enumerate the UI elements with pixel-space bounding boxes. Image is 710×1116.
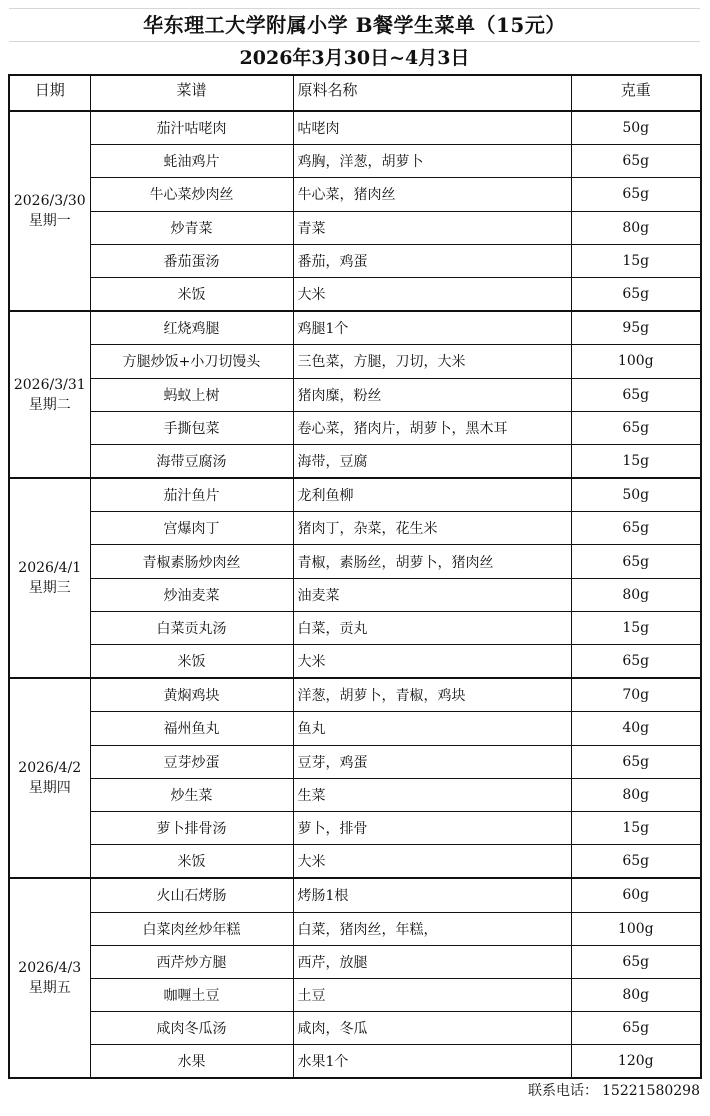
- dish-name: 米饭: [90, 845, 293, 879]
- column-header-dish: 菜谱: [90, 75, 293, 111]
- dish-weight: 65g: [571, 512, 701, 545]
- dish-weight: 15g: [571, 444, 701, 478]
- table-row: [9, 478, 701, 512]
- column-header-date: 日期: [9, 75, 90, 111]
- dish-ingredients: 鸡腿1个: [293, 311, 571, 345]
- dish-ingredients: 海带，豆腐: [293, 444, 571, 478]
- table-row: [9, 178, 701, 211]
- table-row: [9, 244, 701, 277]
- dish-weight: 80g: [571, 778, 701, 811]
- dish-weight: 15g: [571, 244, 701, 277]
- contact-footer: [528, 1080, 700, 1102]
- dish-name: 黄焖鸡块: [90, 678, 293, 712]
- menu-date-range: 2026年3月30日~4月3日: [9, 41, 700, 75]
- dish-weight: 65g: [571, 645, 701, 679]
- dish-name: 青椒素肠炒肉丝: [90, 545, 293, 578]
- day-date: 2026/4/3: [18, 960, 82, 977]
- dish-name: 蚂蚁上树: [90, 378, 293, 411]
- dish-name: 红烧鸡腿: [90, 311, 293, 345]
- day-weekday: 星期一: [28, 213, 71, 230]
- day-cell: [9, 111, 90, 311]
- dish-weight: 120g: [571, 1045, 701, 1079]
- dish-name: 西芹炒方腿: [90, 945, 293, 978]
- dish-ingredients: 大米: [293, 845, 571, 879]
- dish-name: 火山石烤肠: [90, 878, 293, 912]
- day-date: 2026/3/31: [13, 376, 86, 393]
- dish-weight: 80g: [571, 211, 701, 244]
- table-row: [9, 1012, 701, 1045]
- dish-weight: 65g: [571, 945, 701, 978]
- column-header-ingredients: 原料名称: [293, 75, 571, 111]
- day-weekday: 星期二: [28, 396, 71, 413]
- day-weekday: 星期五: [28, 980, 71, 997]
- dish-ingredients: 油麦菜: [293, 578, 571, 611]
- table-row: [9, 945, 701, 978]
- day-weekday: 星期四: [28, 780, 71, 797]
- dish-name: 方腿炒饭+小刀切馒头: [90, 345, 293, 378]
- dish-ingredients: 水果1个: [293, 1045, 571, 1079]
- dish-name: 炒青菜: [90, 211, 293, 244]
- dish-name: 番茄蛋汤: [90, 244, 293, 277]
- dish-weight: 65g: [571, 145, 701, 178]
- table-row: [9, 778, 701, 811]
- table-row: [9, 678, 701, 712]
- dish-weight: 65g: [571, 411, 701, 444]
- menu-title: 华东理工大学附属小学 B餐学生菜单（15元）: [9, 8, 700, 41]
- table-row: [9, 811, 701, 844]
- dish-name: 炒生菜: [90, 778, 293, 811]
- dish-ingredients: 白菜，猪肉丝，年糕，: [293, 912, 571, 945]
- dish-name: 水果: [90, 1045, 293, 1079]
- dish-weight: 65g: [571, 1012, 701, 1045]
- dish-name: 咖喱土豆: [90, 978, 293, 1011]
- table-row: [9, 444, 701, 478]
- dish-ingredients: 三色菜，方腿，刀切，大米: [293, 345, 571, 378]
- contact-label: 联系电话：: [528, 1083, 599, 1099]
- dish-ingredients: 卷心菜，猪肉片，胡萝卜，黑木耳: [293, 411, 571, 444]
- dish-ingredients: 生菜: [293, 778, 571, 811]
- dish-name: 宫爆肉丁: [90, 512, 293, 545]
- dish-ingredients: 猪肉糜，粉丝: [293, 378, 571, 411]
- day-date: 2026/3/30: [13, 193, 86, 210]
- table-row: [9, 145, 701, 178]
- dish-weight: 65g: [571, 378, 701, 411]
- table-row: [9, 845, 701, 879]
- dish-name: 炒油麦菜: [90, 578, 293, 611]
- dish-ingredients: 猪肉丁，杂菜，花生米: [293, 512, 571, 545]
- menu-table-body: [9, 111, 701, 1078]
- dish-name: 萝卜排骨汤: [90, 811, 293, 844]
- dish-name: 米饭: [90, 277, 293, 311]
- day-date: 2026/4/1: [18, 560, 82, 577]
- day-cell: [9, 311, 90, 478]
- menu-table: [8, 74, 702, 1079]
- dish-ingredients: 烤肠1根: [293, 878, 571, 912]
- dish-weight: 65g: [571, 545, 701, 578]
- dish-weight: 50g: [571, 111, 701, 145]
- dish-ingredients: 青菜: [293, 211, 571, 244]
- dish-name: 白菜肉丝炒年糕: [90, 912, 293, 945]
- table-row: [9, 378, 701, 411]
- dish-ingredients: 鸡胸，洋葱，胡萝卜: [293, 145, 571, 178]
- dish-name: 米饭: [90, 645, 293, 679]
- table-row: [9, 1045, 701, 1079]
- dish-name: 咸肉冬瓜汤: [90, 1012, 293, 1045]
- dish-weight: 65g: [571, 178, 701, 211]
- day-cell: [9, 878, 90, 1078]
- dish-name: 蚝油鸡片: [90, 145, 293, 178]
- table-row: [9, 611, 701, 644]
- table-row: [9, 211, 701, 244]
- dish-name: 茄汁鱼片: [90, 478, 293, 512]
- table-header-row: [9, 75, 701, 111]
- table-row: [9, 578, 701, 611]
- table-row: [9, 512, 701, 545]
- dish-weight: 40g: [571, 712, 701, 745]
- contact-phone: 15221580298: [602, 1083, 700, 1099]
- dish-ingredients: 龙利鱼柳: [293, 478, 571, 512]
- day-cell: [9, 678, 90, 878]
- dish-ingredients: 豆芽，鸡蛋: [293, 745, 571, 778]
- table-row: [9, 912, 701, 945]
- day-cell: [9, 478, 90, 678]
- dish-weight: 70g: [571, 678, 701, 712]
- table-row: [9, 745, 701, 778]
- table-row: [9, 712, 701, 745]
- table-row: [9, 978, 701, 1011]
- dish-weight: 65g: [571, 745, 701, 778]
- dish-ingredients: 西芹，放腿: [293, 945, 571, 978]
- dish-name: 豆芽炒蛋: [90, 745, 293, 778]
- table-row: [9, 545, 701, 578]
- dish-weight: 100g: [571, 345, 701, 378]
- dish-ingredients: 土豆: [293, 978, 571, 1011]
- dish-weight: 15g: [571, 611, 701, 644]
- dish-weight: 80g: [571, 978, 701, 1011]
- dish-ingredients: 大米: [293, 277, 571, 311]
- dish-name: 茄汁咕咾肉: [90, 111, 293, 145]
- dish-name: 福州鱼丸: [90, 712, 293, 745]
- dish-ingredients: 白菜，贡丸: [293, 611, 571, 644]
- dish-ingredients: 牛心菜，猪肉丝: [293, 178, 571, 211]
- dish-weight: 50g: [571, 478, 701, 512]
- dish-ingredients: 鱼丸: [293, 712, 571, 745]
- table-row: [9, 645, 701, 679]
- dish-ingredients: 番茄，鸡蛋: [293, 244, 571, 277]
- day-date: 2026/4/2: [18, 760, 82, 777]
- dish-weight: 95g: [571, 311, 701, 345]
- table-row: [9, 277, 701, 311]
- dish-name: 白菜贡丸汤: [90, 611, 293, 644]
- day-weekday: 星期三: [28, 580, 71, 597]
- dish-weight: 80g: [571, 578, 701, 611]
- dish-ingredients: 咕咾肉: [293, 111, 571, 145]
- dish-name: 海带豆腐汤: [90, 444, 293, 478]
- dish-name: 手撕包菜: [90, 411, 293, 444]
- dish-weight: 65g: [571, 845, 701, 879]
- table-row: [9, 311, 701, 345]
- dish-ingredients: 洋葱，胡萝卜，青椒，鸡块: [293, 678, 571, 712]
- dish-ingredients: 萝卜，排骨: [293, 811, 571, 844]
- dish-ingredients: 青椒，素肠丝，胡萝卜，猪肉丝: [293, 545, 571, 578]
- dish-weight: 15g: [571, 811, 701, 844]
- dish-weight: 65g: [571, 277, 701, 311]
- table-row: [9, 411, 701, 444]
- table-row: [9, 111, 701, 145]
- dish-weight: 60g: [571, 878, 701, 912]
- table-row: [9, 345, 701, 378]
- dish-name: 牛心菜炒肉丝: [90, 178, 293, 211]
- table-row: [9, 878, 701, 912]
- dish-ingredients: 大米: [293, 645, 571, 679]
- dish-ingredients: 咸肉，冬瓜: [293, 1012, 571, 1045]
- dish-weight: 100g: [571, 912, 701, 945]
- column-header-weight: 克重: [571, 75, 701, 111]
